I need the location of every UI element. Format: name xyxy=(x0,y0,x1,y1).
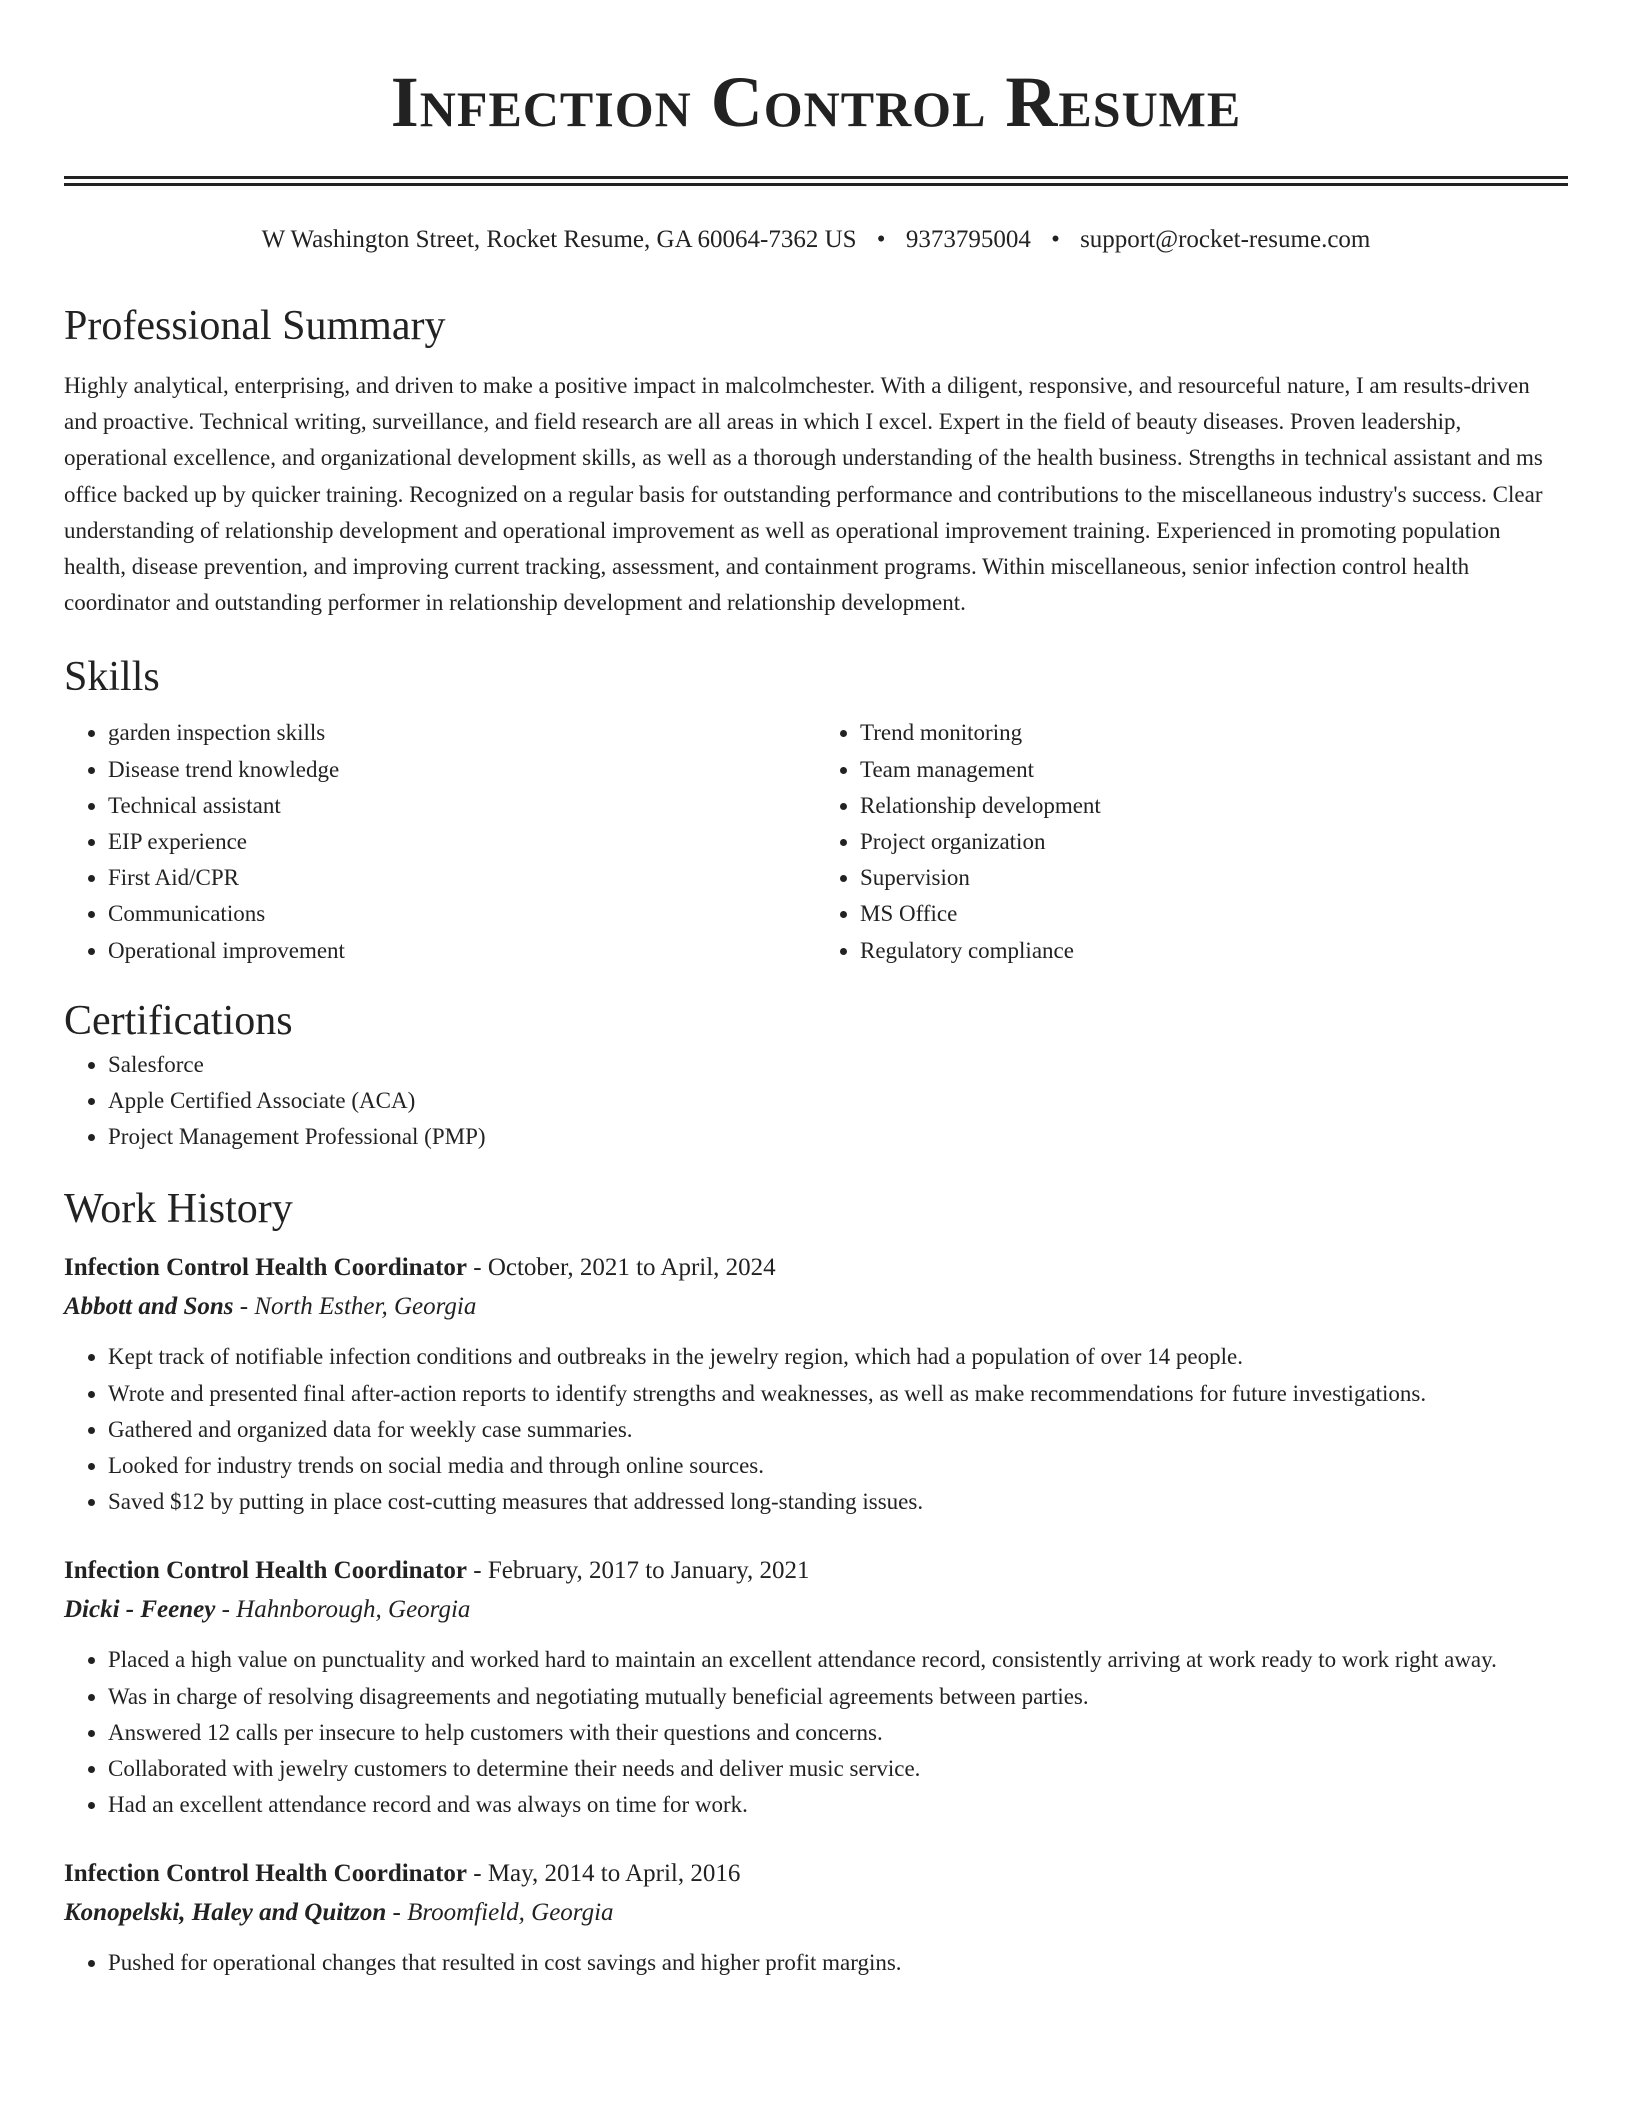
job-employer: Abbott and Sons - North Esther, Georgia xyxy=(64,1293,477,1321)
contact-email: support@rocket-resume.com xyxy=(1080,226,1371,253)
job-duties-list xyxy=(64,1945,1568,1981)
skill-item: • Trend monitoring xyxy=(860,715,1568,751)
job-header: Infection Control Health Coordinator - February, 2017 to January, 2021 xyxy=(64,1557,810,1585)
certification-item: • Apple Certified Associate (ACA) xyxy=(108,1083,1568,1119)
job-role: Infection Control Health Coordinator xyxy=(64,1860,467,1888)
job-role: Infection Control Health Coordinator xyxy=(64,1557,467,1585)
job-duty: • Pushed for operational changes that resulted in cost savings and higher profit margins. xyxy=(108,1945,1568,1981)
skill-item: • Technical assistant xyxy=(108,788,816,824)
job-dates: October, 2021 to April, 2024 xyxy=(487,1254,776,1282)
skills-heading: Skills xyxy=(64,654,160,701)
skill-item: • garden inspection skills xyxy=(108,715,816,751)
skill-item: • Communications xyxy=(108,896,816,932)
certifications-list xyxy=(64,1047,1568,1156)
job-duty: • Kept track of notifiable infection conditions and outbreaks in the jewelry region, which had a population of over 14 people. xyxy=(108,1339,1568,1375)
job-company: Dicki - Feeney xyxy=(64,1596,216,1624)
skills-list-left xyxy=(64,715,816,968)
resume-title: Infection Control Resume xyxy=(390,62,1242,142)
job-duty: • Saved $12 by putting in place cost-cutting measures that addressed long-standing issues. xyxy=(108,1484,1568,1520)
summary-section xyxy=(64,300,1568,621)
job-entry xyxy=(64,1552,1568,1823)
certifications-heading: Certifications xyxy=(64,997,293,1044)
contact-separator: • xyxy=(876,226,886,253)
work-history-heading: Work History xyxy=(64,1186,293,1233)
contact-phone: 9373795004 xyxy=(905,226,1031,253)
contact-address: W Washington Street, Rocket Resume, GA 60064-7362 US xyxy=(261,226,857,253)
job-company: Konopelski, Haley and Quitzon xyxy=(64,1899,387,1927)
job-duty: • Gathered and organized data for weekly case summaries. xyxy=(108,1412,1568,1448)
job-duty: • Collaborated with jewelry customers to determine their needs and deliver music service. xyxy=(108,1751,1568,1787)
job-dates: February, 2017 to January, 2021 xyxy=(487,1557,810,1585)
skill-item: • Relationship development xyxy=(860,788,1568,824)
title-divider xyxy=(64,176,1568,186)
skills-section xyxy=(64,651,1568,968)
job-location: Broomfield, Georgia xyxy=(407,1899,614,1927)
certification-item: • Project Management Professional (PMP) xyxy=(108,1119,1568,1155)
job-header: Infection Control Health Coordinator - October, 2021 to April, 2024 xyxy=(64,1254,776,1282)
skills-columns xyxy=(64,715,1568,968)
job-duty: • Looked for industry trends on social media and through online sources. xyxy=(108,1448,1568,1484)
summary-text: Highly analytical, enterprising, and driven to make a positive impact in malcolmchester. With a diligent, responsive, and resourceful nature, I am results-driven and proactive. Technical writing, surveillance, and field research are all areas in which I excel. Expert in the field of beauty diseases. Proven leadership, operational excellence, and organizational development skills, as well as a thorough understanding of the health business. Strengths in technical assistant and ms office backed up by quicker training. Recognized on a regular basis for outstanding performance and contributions to the miscellaneous industry's success. Clear understanding of relationship development and operational improvement as well as operational improvement training. Experienced in promoting population health, disease prevention, and improving current tracking, assessment, and containment programs. Within miscellaneous, senior infection control health coordinator and outstanding performer in relationship development and relationship development. xyxy=(64,373,1543,616)
job-employer: Konopelski, Haley and Quitzon - Broomfield, Georgia xyxy=(64,1899,614,1927)
work-history-section xyxy=(64,1183,1568,1981)
job-duty: • Was in charge of resolving disagreements and negotiating mutually beneficial agreements between parties. xyxy=(108,1679,1568,1715)
skill-item: • Regulatory compliance xyxy=(860,933,1568,969)
job-employer: Dicki - Feeney - Hahnborough, Georgia xyxy=(64,1596,471,1624)
job-entry xyxy=(64,1855,1568,1981)
certifications-section xyxy=(64,995,1568,1156)
skill-item: • Supervision xyxy=(860,860,1568,896)
skill-item: • Project organization xyxy=(860,824,1568,860)
job-duty: • Wrote and presented final after-action reports to identify strengths and weaknesses, as well as make recommendations for future investigations. xyxy=(108,1376,1568,1412)
job-duty: • Placed a high value on punctuality and worked hard to maintain an excellent attendance record, consistently arriving at work ready to work right away. xyxy=(108,1642,1568,1678)
certification-item: • Salesforce xyxy=(108,1047,1568,1083)
skill-item: • Disease trend knowledge xyxy=(108,752,816,788)
skill-item: • Operational improvement xyxy=(108,933,816,969)
skill-item: • MS Office xyxy=(860,896,1568,932)
job-company: Abbott and Sons xyxy=(64,1293,234,1321)
summary-heading: Professional Summary xyxy=(64,303,446,349)
job-role: Infection Control Health Coordinator xyxy=(64,1254,467,1282)
contact-separator: • xyxy=(1051,226,1060,253)
job-duties-list xyxy=(64,1642,1568,1823)
job-dates: May, 2014 to April, 2016 xyxy=(487,1860,741,1888)
contact-line xyxy=(64,224,1568,256)
job-header: Infection Control Health Coordinator - May, 2014 to April, 2016 xyxy=(64,1860,741,1888)
job-duty: • Answered 12 calls per insecure to help customers with their questions and concerns. xyxy=(108,1715,1568,1751)
skill-item: • EIP experience xyxy=(108,824,816,860)
skill-item: • Team management xyxy=(860,752,1568,788)
job-duties-list xyxy=(64,1339,1568,1520)
job-location: North Esther, Georgia xyxy=(254,1293,477,1321)
job-duty: • Had an excellent attendance record and was always on time for work. xyxy=(108,1787,1568,1823)
job-location: Hahnborough, Georgia xyxy=(236,1596,471,1624)
job-entry xyxy=(64,1249,1568,1520)
skills-list-right xyxy=(816,715,1568,968)
skill-item: • First Aid/CPR xyxy=(108,860,816,896)
